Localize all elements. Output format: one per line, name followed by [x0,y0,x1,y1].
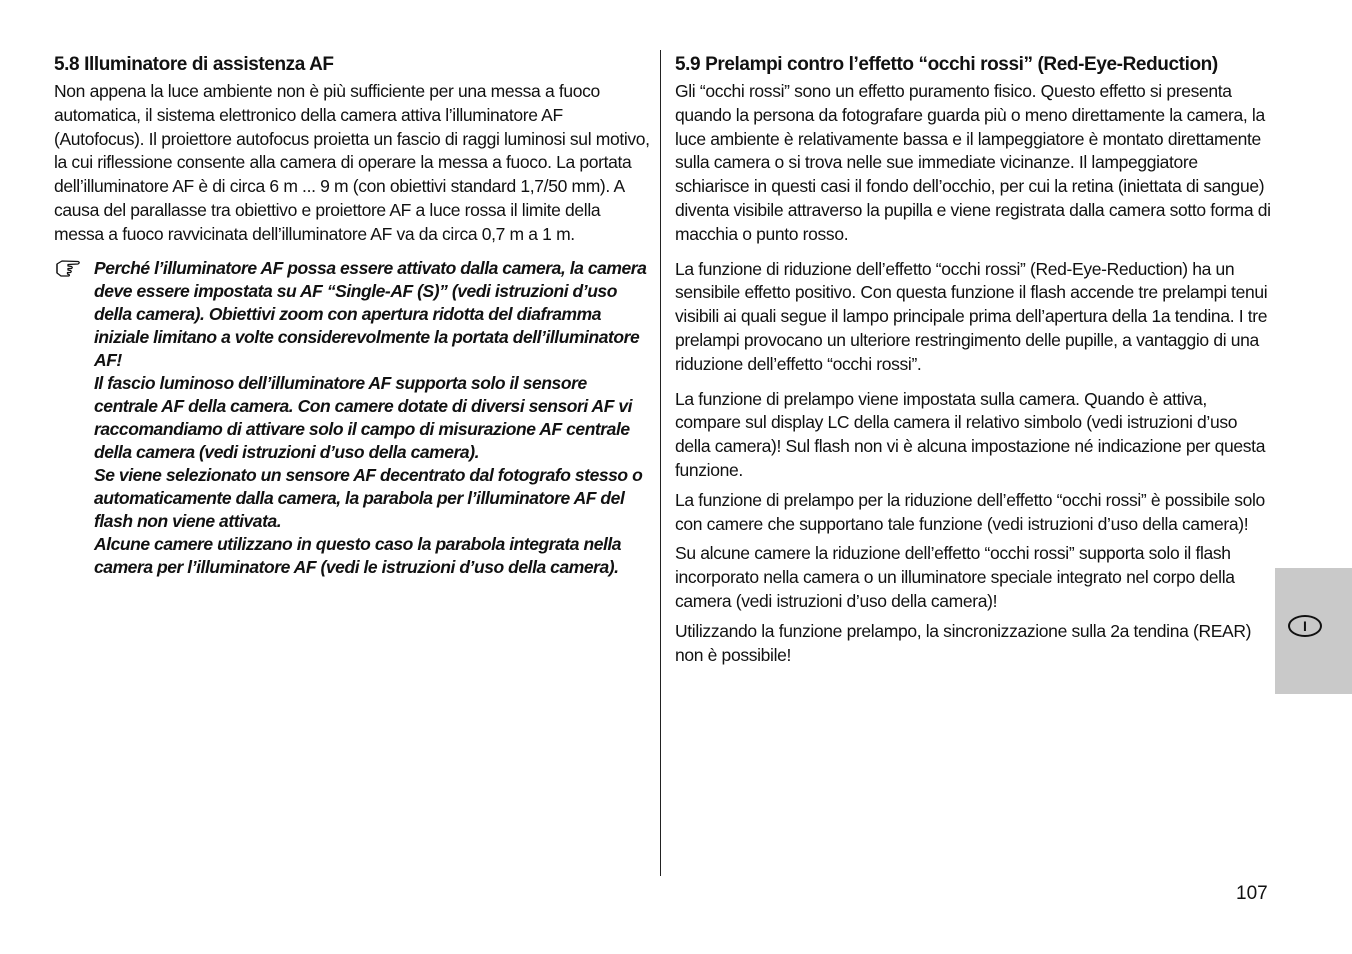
paragraph: Su alcune camere la riduzione dell’effetto “occhi rossi” supporta solo il flash incorporato nella camera o un illuminatore speciale integrato nel corpo della camera (vedi istruzioni d’uso della camera)! [675,543,1235,611]
note-block [54,257,654,579]
note-line: Il fascio luminoso dell’illuminatore AF supporta solo il sensore centrale AF della camera. Con camere dotate di diversi sensori AF vi raccomandiamo di attivare solo il campo di misurazione AF centrale della camera (vedi istruzioni d’uso della camera). [94,372,633,462]
section-heading: 5.9 Prelampi contro l’effetto “occhi rossi” (Red-Eye-Reduction) [675,54,1218,75]
section-heading: 5.8 Illuminatore di assistenza AF [54,54,334,75]
section-red-eye-reduction [675,52,1275,667]
language-badge: I [1288,615,1322,637]
paragraph: La funzione di prelampo viene impostata sulla camera. Quando è attiva, compare sul display LC della camera il relativo simbolo (vedi istruzioni d’uso della camera)! Sul flash non vi è alcuna impostazione né indicazione per questa funzione. [675,388,1266,480]
paragraph: La funzione di riduzione dell’effetto “occhi rossi” (Red-Eye-Reduction) ha un sensibile effetto positivo. Con questa funzione il flash accende tre prelampi tenui visibili ai quali segue il lampo principale prima dell’apertura della 1a tendina. I tre prelampi provocano un ulteriore restringimento delle pupille, a vantaggio di una riduzione dell’effetto “occhi rossi”. [675,258,1268,374]
note-line: Alcune camere utilizzano in questo caso la parabola integrata nella camera per l’illuminatore AF (vedi le istruzioni d’uso della camera). [94,533,622,577]
note-line: Se viene selezionato un sensore AF decentrato dal fotografo stesso o automaticamente dalla camera, la parabola per l’illuminatore AF del flash non viene attivata. [94,464,643,531]
paragraph: Gli “occhi rossi” sono un effetto puramento fisico. Questo effetto si presenta quando la persona da fotografare guarda più o meno direttamente la camera, la luce ambiente è relativamente bassa e il lampeggiatore è montato direttamente sulla camera o si trova nelle sue immediate vicinanze. Il lampeggiatore schiarisce in questi casi il fondo dell’occhio, per cui la retina (iniettata di sangue) diventa visibile attraverso la pupilla e viene registrata dalla camera sotto forma di macchia o punto rosso. [675,81,1271,244]
section-body: Non appena la luce ambiente non è più sufficiente per una messa a fuoco automatica, il sistema elettronico della camera attiva l’illuminatore AF (Autofocus). Il proiettore autofocus proietta un fascio di raggi luminosi sul motivo, la cui riflessione consente alla camera di operare la messa a fuoco. La portata dell’illuminatore AF è di circa 6 m ... 9 m (con obiettivi standard 1,7/50 mm). A causa del parallasse tra obiettivo e proiettore AF a luce rossa il limite della messa a fuoco ravvicinata dell’illuminatore AF va da circa 0,7 m a 1 m. [54,81,650,244]
section-af-illuminator [54,52,654,579]
paragraph: Utilizzando la funzione prelampo, la sincronizzazione sulla 2a tendina (REAR) non è possibile! [675,620,1252,665]
pointing-hand-icon [54,255,82,279]
column-divider [660,50,661,876]
page-number: 107 [1236,883,1268,904]
note-line: Perché l’illuminatore AF possa essere attivato dalla camera, la camera deve essere impostata su AF “Single-AF (S)” (vedi istruzioni d’uso della camera). Obiettivi zoom con apertura ridotta del diaframma iniziale limitano a volte considerevolmente la portata dell’illuminatore AF! [94,257,647,370]
paragraph: La funzione di prelampo per la riduzione dell’effetto “occhi rossi” è possibile solo con camere che supportano tale funzione (vedi istruzioni d’uso della camera)! [675,489,1265,534]
language-tab [1275,568,1352,694]
